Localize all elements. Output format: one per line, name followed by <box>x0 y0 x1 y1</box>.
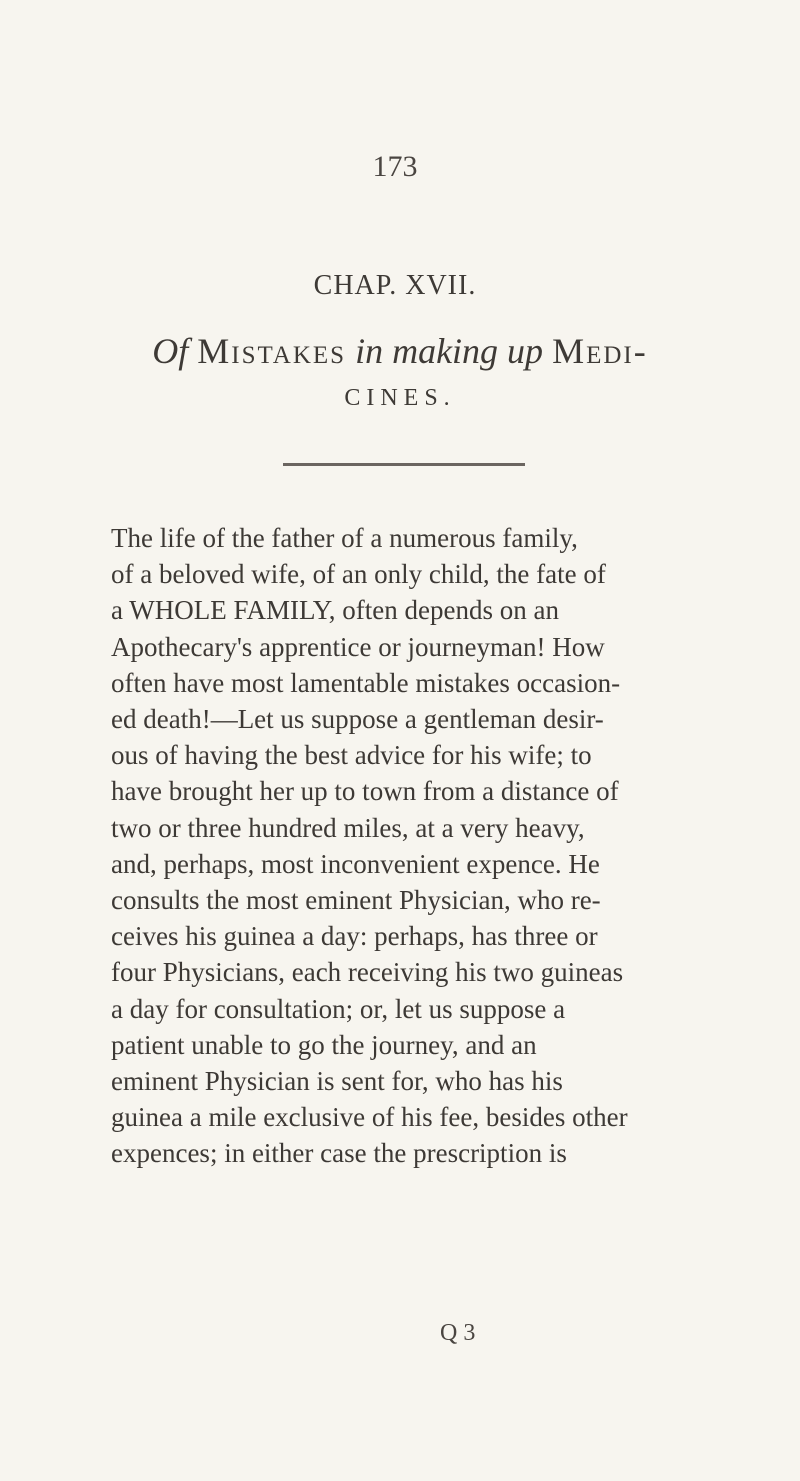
chapter-title-continued: CINES. <box>344 385 456 411</box>
text-line: Apothecary's apprentice or journeyman! How <box>111 631 605 662</box>
text-line: have brought her up to town from a distance of <box>111 776 619 807</box>
text-line: a day for consultation; or, let us suppose a <box>111 993 566 1024</box>
chapter-heading: CHAP. XVII. <box>313 270 477 301</box>
text-line: ceives his guinea a day: perhaps, has three or <box>111 921 598 952</box>
text-line: often have most lamentable mistakes occasion- <box>111 667 621 698</box>
chapter-title <box>140 330 660 372</box>
body-paragraph <box>111 520 696 1172</box>
page-number: 173 <box>372 150 418 183</box>
text-line: and, perhaps, most inconvenient expence. He <box>111 848 600 879</box>
text-line: ed death!—Let us suppose a gentleman desir- <box>111 704 604 735</box>
text-line: The life of the father of a numerous family, <box>111 523 578 553</box>
title-medi: Medi- <box>552 331 648 371</box>
text-line: consults the most eminent Physician, who re- <box>111 885 601 916</box>
text-line: guinea a mile exclusive of his fee, besides other <box>111 1102 628 1133</box>
text-line: two or three hundred miles, at a very heavy, <box>111 812 585 843</box>
title-mistakes: Mistakes <box>197 331 347 371</box>
text-line: four Physicians, each receiving his two guineas <box>111 957 624 988</box>
text-line: expences; in either case the prescription is <box>111 1138 567 1169</box>
text-line: a WHOLE FAMILY, often depends on an <box>111 595 559 626</box>
text-line: eminent Physician is sent for, who has his <box>111 1066 563 1097</box>
text-line: patient unable to go the journey, and an <box>111 1029 537 1060</box>
signature-mark: Q 3 <box>440 1320 476 1346</box>
title-of: Of <box>152 331 189 371</box>
text-line: of a beloved wife, of an only child, the fate of <box>111 559 606 590</box>
section-divider <box>283 463 525 466</box>
title-in-making-up: in making up <box>355 331 544 371</box>
text-line: ous of having the best advice for his wife; to <box>111 740 592 771</box>
